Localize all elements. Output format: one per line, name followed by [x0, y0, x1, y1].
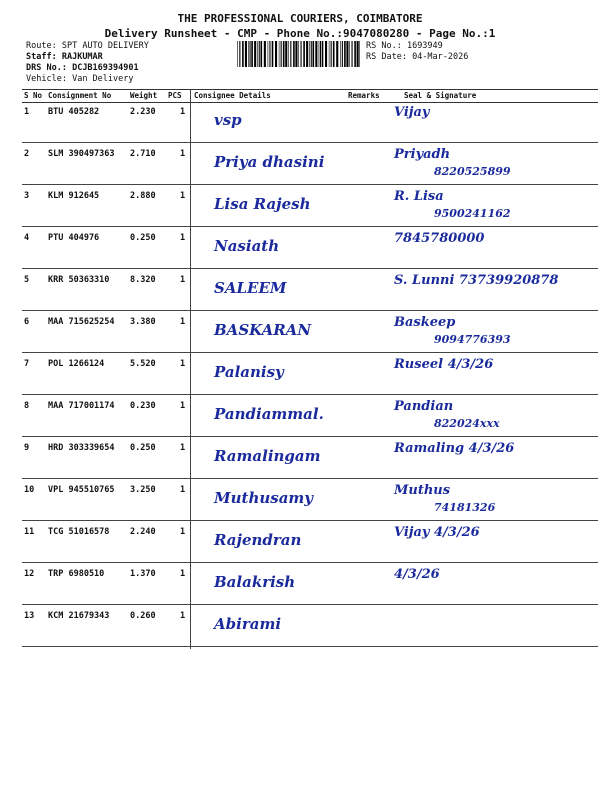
consignee-signature: Rajendran — [214, 531, 302, 549]
barcode-bar — [320, 41, 321, 67]
barcode-bar — [281, 41, 282, 67]
consignee-signature: Muthusamy — [214, 489, 314, 507]
seal-signature: Muthus — [394, 483, 451, 498]
barcode-bar — [279, 41, 280, 67]
seal-signature: S. Lunni 73739920878 — [394, 273, 559, 288]
seal-signature: Pandian — [394, 399, 454, 414]
consignee-signature: Lisa Rajesh — [214, 195, 311, 213]
rs-no-line — [366, 41, 468, 52]
row-sno: 4 — [24, 233, 30, 243]
meta-right — [366, 41, 468, 63]
seal-signature: Vijay 4/3/26 — [394, 525, 480, 540]
row-weight: 3.380 — [130, 317, 156, 327]
barcode-bar — [254, 41, 256, 67]
table-row — [22, 185, 598, 227]
barcode-bar — [285, 41, 287, 67]
barcode-bar — [298, 41, 299, 67]
barcode-bar — [293, 41, 295, 67]
barcode-bar — [315, 41, 317, 67]
col-consignee: Consignee Details — [194, 91, 271, 100]
row-consignment: PTU 404976 — [48, 233, 100, 243]
barcode-bar — [357, 41, 359, 67]
row-pcs: 1 — [180, 233, 186, 243]
table-row — [22, 479, 598, 521]
seal-signature: Vijay — [394, 105, 430, 120]
seal-phone: 822024xxx — [434, 417, 500, 430]
row-weight: 8.320 — [130, 275, 156, 285]
staff-label: Staff: — [26, 52, 57, 62]
row-consignment: POL 1266124 — [48, 359, 105, 369]
row-weight: 0.230 — [130, 401, 156, 411]
barcode-bar — [257, 41, 258, 67]
seal-phone: 8220525899 — [434, 165, 511, 178]
row-pcs: 1 — [180, 527, 186, 537]
row-sno: 11 — [24, 527, 35, 537]
row-pcs: 1 — [180, 359, 186, 369]
table-row — [22, 269, 598, 311]
consignee-signature: Ramalingam — [214, 447, 321, 465]
barcode-bar — [303, 41, 305, 67]
vehicle-value: Van Delivery — [72, 74, 134, 84]
seal-signature: Baskeep — [394, 315, 456, 330]
row-consignment: VPL 945510765 — [48, 485, 115, 495]
col-divider — [190, 89, 191, 649]
row-pcs: 1 — [180, 149, 186, 159]
barcode-bar — [288, 41, 289, 67]
barcode-bar — [309, 41, 310, 67]
col-remarks: Remarks — [348, 91, 380, 100]
barcode-bar — [237, 41, 238, 67]
table-row — [22, 101, 598, 143]
row-weight: 0.250 — [130, 443, 156, 453]
barcode-bar — [331, 41, 332, 67]
barcode-bar — [290, 41, 291, 67]
barcode-bar — [346, 41, 348, 67]
row-sno: 12 — [24, 569, 35, 579]
table-row — [22, 437, 598, 479]
row-consignment: TCG 51016578 — [48, 527, 110, 537]
barcode-bar — [239, 41, 240, 67]
row-consignment: MAA 715625254 — [48, 317, 115, 327]
row-sno: 8 — [24, 401, 30, 411]
barcode-bar — [248, 41, 249, 67]
meta-left — [26, 41, 149, 85]
consignee-signature: Palanisy — [214, 363, 284, 381]
row-pcs: 1 — [180, 611, 186, 621]
vehicle-line — [26, 74, 149, 85]
barcode-bar — [283, 41, 285, 67]
consignee-signature: Pandiammal. — [214, 405, 324, 423]
barcode-bar — [313, 41, 315, 67]
rs-no-value: 1693949 — [406, 41, 443, 51]
row-pcs: 1 — [180, 485, 186, 495]
route-value: SPT AUTO DELIVERY — [61, 41, 149, 51]
seal-signature: Ramaling 4/3/26 — [394, 441, 515, 456]
consignee-signature: BASKARAN — [214, 321, 312, 339]
row-consignment: SLM 390497363 — [48, 149, 115, 159]
staff-line — [26, 52, 149, 63]
barcode-bar — [340, 41, 341, 67]
seal-signature: Ruseel 4/3/26 — [394, 357, 494, 372]
seal-phone: 74181326 — [434, 501, 496, 514]
table-row — [22, 143, 598, 185]
barcode-bar — [349, 41, 350, 67]
barcode-bar — [264, 41, 266, 67]
barcode-bar — [333, 41, 335, 67]
row-sno: 3 — [24, 191, 30, 201]
barcode-bar — [250, 41, 251, 67]
row-consignment: KLM 912645 — [48, 191, 100, 201]
row-consignment: BTU 405282 — [48, 107, 100, 117]
row-consignment: KRR 50363310 — [48, 275, 110, 285]
row-consignment: HRD 303339654 — [48, 443, 115, 453]
barcode-bar — [259, 41, 260, 67]
barcode-bar — [336, 41, 338, 67]
barcode-bar — [245, 41, 247, 67]
barcode-bar — [319, 41, 320, 67]
table-row — [22, 605, 598, 647]
rs-date-line — [366, 52, 468, 63]
barcode-bar — [329, 41, 330, 67]
barcode-bar — [354, 41, 356, 67]
consignee-signature: Nasiath — [214, 237, 280, 255]
row-pcs: 1 — [180, 569, 186, 579]
seal-signature: Priyadh — [394, 147, 451, 162]
col-pcs: PCS — [168, 91, 182, 100]
company-title: THE PROFESSIONAL COURIERS, COIMBATORE — [177, 12, 423, 25]
table-row — [22, 563, 598, 605]
barcode-bar — [344, 41, 346, 67]
row-pcs: 1 — [180, 107, 186, 117]
drs-label: DRS No.: — [26, 63, 67, 73]
row-sno: 6 — [24, 317, 30, 327]
col-sno: S No — [24, 91, 43, 100]
row-sno: 13 — [24, 611, 35, 621]
row-sno: 2 — [24, 149, 30, 159]
table-row — [22, 521, 598, 563]
table-row — [22, 227, 598, 269]
drs-line — [26, 63, 149, 74]
barcode-bar — [325, 41, 327, 67]
row-sno: 10 — [24, 485, 35, 495]
barcode-bar — [272, 41, 274, 67]
table-row — [22, 311, 598, 353]
row-pcs: 1 — [180, 275, 186, 285]
seal-signature: R. Lisa — [394, 189, 444, 204]
barcode-bar — [322, 41, 324, 67]
row-weight: 2.710 — [130, 149, 156, 159]
barcode-bar — [251, 41, 253, 67]
row-weight: 0.260 — [130, 611, 156, 621]
row-sno: 1 — [24, 107, 30, 117]
barcode-bar — [275, 41, 277, 67]
col-seal: Seal & Signature — [404, 91, 477, 100]
row-sno: 7 — [24, 359, 30, 369]
row-pcs: 1 — [180, 443, 186, 453]
row-consignment: KCM 21679343 — [48, 611, 110, 621]
col-weight: Weight — [130, 91, 158, 100]
seal-phone: 9094776393 — [434, 333, 511, 346]
rs-no-label: RS No.: — [366, 41, 402, 51]
row-weight: 2.240 — [130, 527, 156, 537]
row-weight: 2.880 — [130, 191, 156, 201]
barcode-bar — [352, 41, 353, 67]
seal-phone: 9500241162 — [434, 207, 511, 220]
barcode-image — [237, 41, 363, 67]
barcode-bar — [268, 41, 269, 67]
runsheet-subtitle: Delivery Runsheet - CMP - Phone No.:9047080280 - Page No.:1 — [104, 27, 496, 40]
table-row — [22, 395, 598, 437]
rs-date-label: RS Date: — [366, 52, 407, 62]
consignee-signature: Abirami — [214, 615, 282, 633]
rs-date-value: 04-Mar-2026 — [412, 52, 469, 62]
barcode-bar — [242, 41, 244, 67]
row-pcs: 1 — [180, 191, 186, 201]
row-consignment: MAA 717001174 — [48, 401, 115, 411]
barcode-bar — [295, 41, 297, 67]
row-sno: 5 — [24, 275, 30, 285]
seal-signature: 7845780000 — [394, 231, 485, 246]
barcode-bar — [269, 41, 270, 67]
vehicle-label: Vehicle: — [26, 74, 67, 84]
barcode-bar — [301, 41, 302, 67]
barcode-bar — [311, 41, 312, 67]
row-weight: 0.250 — [130, 233, 156, 243]
barcode-bar — [306, 41, 308, 67]
row-weight: 5.520 — [130, 359, 156, 369]
row-weight: 1.370 — [130, 569, 156, 579]
drs-value: DCJB169394901 — [72, 63, 139, 73]
row-sno: 9 — [24, 443, 30, 453]
consignee-signature: vsp — [214, 111, 242, 129]
seal-signature: 4/3/26 — [394, 567, 440, 582]
row-weight: 2.230 — [130, 107, 156, 117]
row-pcs: 1 — [180, 317, 186, 327]
col-consignment: Consignment No — [48, 91, 112, 100]
barcode-bar — [342, 41, 343, 67]
row-pcs: 1 — [180, 401, 186, 411]
barcode-bar — [359, 41, 360, 67]
consignee-signature: Balakrish — [214, 573, 296, 591]
row-weight: 3.250 — [130, 485, 156, 495]
table-row — [22, 353, 598, 395]
barcode-bar — [261, 41, 263, 67]
consignee-signature: Priya dhasini — [214, 153, 325, 171]
row-consignment: TRP 6980510 — [48, 569, 105, 579]
consignee-signature: SALEEM — [214, 279, 287, 297]
route-line — [26, 41, 149, 52]
route-label: Route: — [26, 41, 57, 51]
staff-value: RAJKUMAR — [61, 52, 103, 62]
